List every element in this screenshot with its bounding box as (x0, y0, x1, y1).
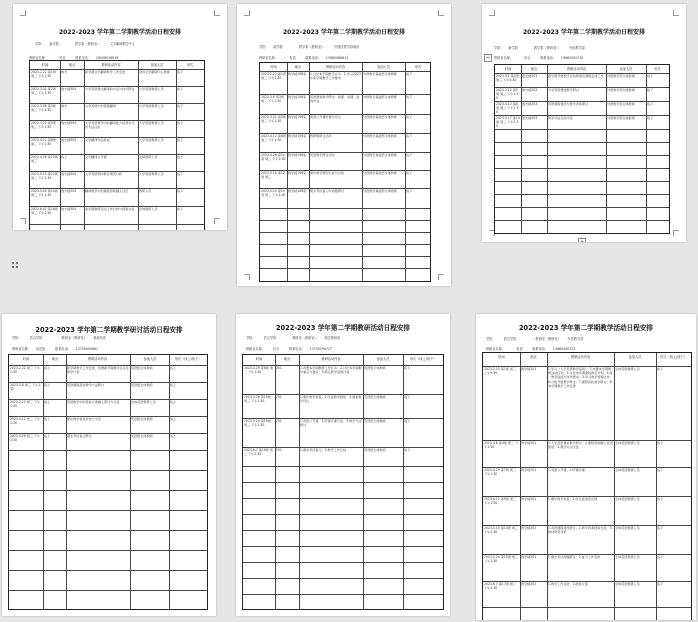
table-cell: 逸夫楼504 (61, 87, 77, 91)
table-header-cell: 参加人员 (377, 65, 390, 69)
table-cell: 线下 (404, 419, 411, 423)
table-header-cell: 教研活动内容 (325, 65, 346, 69)
crop-mark (438, 10, 444, 16)
page-title: 2022-2023 学年第二学期教学活动日程安排 (283, 29, 405, 36)
table-header-cell: 时间 (255, 357, 263, 361)
table-cell: 教学楼106室 (288, 72, 307, 76)
info-line: 学院： 新学院 教学系（教研室）： 外语教学部 (494, 46, 585, 50)
empty-table-row (260, 232, 430, 233)
table-cell: 线上 (170, 417, 177, 421)
table-cell: 线下 (657, 526, 664, 530)
crop-mark (673, 230, 679, 236)
table-cell: 线下 (177, 189, 184, 193)
table-cell: 逸夫楼504 (61, 121, 77, 125)
info-line: 教研室名称： 综合 联系电话： 13755290727 (246, 347, 333, 351)
table-cell: 逸夫楼504 (61, 138, 77, 142)
table-cell: 英语组全体教师 (364, 419, 386, 423)
table-header-cell: 地点 (68, 63, 76, 67)
table-cell: 线下 (657, 497, 664, 501)
table-cell: 1.期中教学检查；2.学生座谈会反馈 (548, 497, 598, 501)
crop-mark (20, 10, 26, 16)
table-cell: 英语组全体教师 (364, 366, 386, 370)
document-page-5 (236, 314, 450, 616)
table-cell: 1.期末考试复习；2.教学工作总结 (300, 448, 347, 452)
empty-table-row (495, 142, 669, 143)
document-page-1 (13, 4, 227, 230)
crop-mark (438, 274, 444, 280)
table-cell: 逸夫 (61, 70, 68, 74)
table-cell: 2023.3.22 第5周 周三 下午1:30 (261, 115, 286, 124)
table-cell: 1.期中教学检查；2.交流教学经验；3.课堂教学评议 (300, 395, 362, 404)
table-cell: 2023.3.8 周三 下午1:30 (10, 383, 42, 392)
table-cell: 大学英语教研人员 (139, 138, 164, 142)
table-cell: 教学楼201 (521, 441, 537, 445)
table-cell: 新学期开展教学活动规划及课程安排工作 (548, 74, 604, 78)
table-cell: 英语组全体教师 (131, 434, 153, 438)
table-cell: 2023.3.29 第6周 周三 下午1:30 (244, 366, 273, 375)
empty-table-row (260, 220, 430, 221)
table-cell: 线下 (177, 172, 184, 176)
empty-table-row (260, 268, 430, 269)
table-cell: 外语教学部全体教师 (607, 102, 635, 106)
crop-mark (673, 10, 679, 16)
table-cell: 2023.2.15 第1周 周三 上午9:30 (484, 367, 517, 376)
table-cell: 英语组全体教师 (131, 417, 153, 421)
table-header-cell: 形式（线上/线下） (660, 355, 687, 359)
table-cell: 线上 (44, 366, 51, 370)
table-cell: 201 (276, 419, 282, 423)
table-header-cell: 形式 (186, 63, 194, 67)
table-cell: 2023.4.12 第8周 周三 下午1:30 (496, 102, 519, 114)
table-cell: 线上 (170, 366, 177, 370)
table-cell: 逸夫楼203 (522, 74, 538, 78)
table-cell: 教学楼106室 (288, 115, 307, 119)
table-cell: 教学楼106室 (288, 171, 307, 175)
table-cell: 线下 (657, 367, 664, 371)
table-cell: 英语组全体教师 (364, 448, 386, 452)
table-cell: 线下 (406, 72, 413, 76)
table-header-cell: 教研活动内容 (87, 357, 108, 361)
table-header-cell: 教研活动内容 (570, 355, 591, 359)
crop-mark (244, 274, 250, 280)
empty-table-row (243, 594, 443, 595)
empty-table-row (243, 562, 443, 563)
table-cell: 1.期末考试命题研讨；2.复习工作安排 (548, 555, 601, 559)
empty-table-row (495, 129, 669, 130)
table-cell: 1.布置本学期教研工作任务；2.讨论本学期教学重点与难点；3.制定教学进度计划 (300, 366, 362, 375)
document-page-2 (237, 4, 451, 286)
table-cell: 教学楼201 (521, 497, 537, 501)
table-header-cell: 形式（线上/线下） (409, 357, 437, 361)
empty-table-row (9, 550, 207, 551)
empty-table-row (243, 482, 443, 483)
table-cell: 外语教学部全体教师 (607, 116, 635, 120)
table-cell: 2023.4.26 第10周 周三 下午1:30 (261, 153, 286, 162)
document-page-6 (476, 314, 696, 620)
table-cell: 线上 (170, 383, 177, 387)
document-page-4 (2, 314, 216, 616)
table-header-cell: 参加人员 (376, 357, 390, 361)
table-cell: 外语教学基础部全体教师 (363, 134, 398, 138)
table-cell: 大学英语课堂教学研讨 (548, 88, 579, 92)
table-cell: 1.大学英语课堂教学研讨；2.课程思政融入英语教学；3.教学方法交流 (548, 441, 613, 450)
schedule-table (482, 352, 692, 620)
empty-table-row (495, 220, 669, 221)
table-cell: 2023.4.26 周三 下午1:30 (10, 434, 41, 443)
table-cell: 2023.3.08 第3周 周三 下午1:30 (31, 104, 56, 113)
table-cell: 全体英语教研人员 (615, 367, 640, 371)
table-cell: 线下 (404, 366, 411, 370)
table-cell: 线上 (61, 155, 68, 159)
table-cell: 教学楼201 (521, 367, 537, 371)
table-cell: 201 (276, 448, 282, 452)
table-cell: 线下 (647, 116, 654, 120)
table-cell: 线上 (44, 400, 51, 404)
table-header-cell: 地点 (530, 355, 537, 359)
table-cell: 外语教学基础部全体教师 (363, 95, 398, 99)
empty-table-row (495, 168, 669, 169)
page-title: 2022-2023 学年第二学期教学活动日程安排 (523, 29, 645, 36)
table-cell: 新学期教学工作安排，布置新学期教学任务及教学计划 (67, 366, 129, 375)
table-cell: 线下 (406, 134, 413, 138)
table-cell: 期中教学检查总结与交流 (67, 417, 102, 421)
table-cell: 大学英语教研人员 (139, 172, 164, 176)
table-cell: 线下 (647, 74, 654, 78)
table-cell: 2023.5.24 第15周 周三 下午1:30 (484, 555, 519, 564)
table-cell: 201 (276, 366, 282, 370)
empty-table-row (9, 590, 207, 591)
table-cell: 线下 (404, 448, 411, 452)
table-header-cell: 时间 (504, 67, 512, 71)
table-cell: 教学楼201 (521, 468, 537, 472)
table-header-cell: 参加人员 (628, 355, 642, 359)
table-cell: 文学翻译作品赏析 (85, 138, 110, 142)
table-header-cell: 教研活动内容 (321, 357, 341, 361)
document-page-3 (482, 4, 686, 242)
table-header-cell: 教研活动内容 (566, 67, 587, 71)
empty-table-row (9, 510, 207, 511)
table-cell: 外语教学基础部全体教师 (363, 153, 398, 157)
schedule-table (29, 60, 205, 230)
info-line: 教研室名称： 英语 联系电话： 13965086813 (259, 56, 349, 60)
info-line: 教研室名称： 项目 联系电话： 18008016816 (29, 56, 119, 60)
table-cell: 文学翻译公开课 (85, 155, 107, 159)
empty-table-row (495, 194, 669, 195)
crop-mark (214, 218, 220, 224)
table-cell: 2023.4.26 第10周 周三 下午1:30 (244, 395, 271, 404)
table-cell: 逸夫楼504 (61, 207, 77, 211)
table-header-cell: 教研活动内容 (101, 63, 121, 67)
table-cell: 2023.3.1 第2周 周三 下午1:30 (496, 74, 519, 83)
table-cell: 2023.3.29 第7周 周三 下午1:30 (484, 468, 517, 477)
table-cell: 全体英语教研人员 (615, 555, 640, 559)
table-cell: 线下 (404, 395, 411, 399)
page-title: 2022-2023 学年第二学期教学活动日程安排 (59, 29, 181, 36)
table-move-handle[interactable]: + (485, 55, 491, 61)
table-cell: 全体英语教研人员 (615, 526, 640, 530)
table-cell: 大学英语教研人员 (139, 121, 164, 125)
table-cell: 翻译教学中的课程思政融入讨论 (85, 189, 129, 193)
empty-table-row (9, 530, 207, 531)
table-cell: 教学楼201 (521, 582, 537, 586)
table-cell: 全体英语教研人员 (615, 441, 640, 445)
table-header-cell: 时间 (22, 357, 30, 361)
empty-table-row (260, 244, 430, 245)
table-cell: 教学楼106室 (288, 153, 307, 157)
table-cell: 1.学习《大学英语教学指南》；2.布置本学期教研活动任务；3.讨论本学期课程教学计划；4.统一教学进度与考试要求；5.学习教学管理文件；6.分组开展教学研讨；7.课程思政教学研讨；8.本学期教学工作安排 (548, 367, 613, 388)
table-cell: 全体教研人员 (139, 207, 158, 211)
table-cell: 线上 (170, 434, 177, 438)
table-cell: 2023.5.10 第12周 周三 (261, 171, 285, 180)
table-cell: 线下 (657, 468, 664, 472)
info-line: 学院： 新学院 教学系（教研室）： 外国语教学基础部 (259, 45, 360, 49)
table-cell: 2023.3.22 第5周 周三 下午1:30 (496, 88, 519, 100)
table-cell: 全体英语教研人员 (615, 468, 640, 472)
table-cell: 2023.6.7 第16周 周三 下午1:30 (244, 448, 273, 457)
table-cell: 教研组研讨活动 (310, 134, 332, 138)
table-cell: 外语教学部全体教师 (607, 88, 635, 92)
table-cell: 2023.2.22 周三 下午1:30 (10, 366, 41, 375)
table-cell: 线下 (647, 102, 654, 106)
table-cell: 大学英语中的语篇翻译 (85, 104, 116, 108)
table-cell: 线下 (177, 207, 184, 211)
empty-table-row (243, 498, 443, 499)
table-cell: 线下 (657, 441, 664, 445)
table-cell: 大学英语教研人员 (139, 87, 164, 91)
table-cell: 2023.5.10 第13周 周三 下午1:30 (484, 526, 519, 535)
table-cell: 2023.5.10 第12周 周三 下午1:30 (31, 172, 58, 181)
info-line: 学院： 语言学院 教研室（教研室）： 英语教研室 (246, 336, 341, 340)
table-cell: 2023.4.12 第8周 周三 下午1:30 (261, 134, 286, 143)
table-cell: 教学楼201 (521, 555, 537, 559)
table-cell: 线上 (177, 155, 184, 159)
table-cell: 全体英语教研人员 (615, 497, 640, 501)
table-cell: 2023.3.22 第5周 周三 下午1:30 (31, 121, 56, 130)
table-cell: 逸夫楼203 (522, 88, 538, 92)
table-cell: 线下 (177, 87, 184, 91)
table-cell: 2023.6.7 第17周 周三 下午1:30 (484, 582, 517, 591)
empty-table-row (260, 208, 430, 209)
table-cell: 期末考试复习与命题研讨 (310, 189, 345, 193)
table-cell: 教研人员 (139, 189, 152, 193)
table-cell: 线下 (406, 171, 413, 175)
table-cell: 线下 (177, 104, 184, 108)
table-cell: 201 (276, 395, 282, 399)
table-cell: 本学期教研活动工作总结与经验交流 (85, 207, 135, 211)
empty-table-row (9, 490, 207, 491)
empty-table-row (9, 470, 207, 471)
table-cell: 2023.6.07 第16周 周三 下午1:30 (31, 207, 58, 216)
table-cell: 2023.4.26 第10周 周三 (31, 155, 58, 164)
table-cell: 线下 (177, 138, 184, 142)
table-cell: 大学英语课文翻译的方法与技巧研讨 (85, 87, 135, 91)
table-cell: 1.英语课程建设研讨；2.教学改革经验交流；3.教材使用评价 (548, 526, 613, 535)
table-cell: 英语课程建设与教学改革研讨 (548, 102, 589, 106)
table-cell: 新学期文学翻译教学工作安排 (85, 70, 126, 74)
table-cell: 教学楼106室 (288, 189, 307, 193)
empty-table-row (243, 466, 443, 467)
page-title: 2022-2023 学年第二学期教研活动日程安排 (275, 324, 411, 332)
table-header-cell: 形式 (654, 67, 661, 71)
table-cell: 线上 (44, 417, 51, 421)
table-cell: 2023.4.12 第8周 周三 下午1:30 (31, 138, 56, 147)
table-cell: 线下 (406, 115, 413, 119)
table-cell: 全体文学翻译中心教师 (139, 70, 170, 74)
table-header-cell: 形式（线上/线下） (174, 357, 202, 361)
table-cell: 英语组全体教师 (131, 366, 153, 370)
empty-table-row (30, 224, 204, 225)
table-header-cell: 地点 (51, 357, 59, 361)
table-cell: 英语教学中的思政元素融入研讨与交流 (67, 400, 120, 404)
crop-mark (489, 10, 495, 16)
empty-table-row (495, 155, 669, 156)
table-cell: 外语教学基础部全体教师 (363, 115, 398, 119)
table-header-cell: 时间 (498, 355, 505, 359)
table-cell: 教学楼201 (521, 526, 537, 530)
table-cell: 外语教学基础部全体教师 (363, 171, 398, 175)
table-resize-handle[interactable]: + (578, 238, 586, 242)
table-cell: 期末考试复习研讨 (67, 434, 92, 438)
crop-mark (20, 218, 26, 224)
info-line: 学院： 新学院 教学系（教研室）： 文学翻译教学中心 (35, 42, 136, 46)
empty-table-row (495, 207, 669, 208)
drag-grip-icon[interactable] (12, 262, 19, 269)
table-cell: 线下 (647, 88, 654, 92)
schedule-table (259, 62, 431, 282)
table-header-cell: 参加人员 (143, 357, 157, 361)
table-cell: 逸夫 (61, 104, 68, 108)
table-cell: 1.英语公开课；2.听课评课交流；3.教学方法研讨 (300, 419, 362, 428)
table-cell: 线下 (177, 121, 184, 125)
table-cell: 英语公开课听课与评议 (310, 115, 341, 119)
table-cell: 全体英语教研人员 (615, 582, 640, 586)
table-cell: 英语课堂教学研讨：备课、讲课、批改作业 (310, 95, 360, 104)
empty-table-row (9, 570, 207, 571)
table-cell: 线下 (657, 555, 664, 559)
table-header-cell: 地点 (530, 67, 538, 71)
table-header-cell: 地点 (294, 65, 302, 69)
info-line: 学院： 语言学院 教研室（教研室）： 外语教学部 (486, 337, 584, 341)
empty-table-row (260, 256, 430, 257)
empty-table-row (243, 530, 443, 531)
table-cell: 全体教研人员 (139, 155, 158, 159)
empty-table-row (243, 546, 443, 547)
empty-table-row (243, 514, 443, 515)
table-header-cell: 时间 (270, 65, 277, 69)
crop-mark (214, 10, 220, 16)
table-cell: 2023.5.17 第13周 周三 下午1:30 (496, 116, 520, 128)
table-cell: 2023.5.24 第14周 周三 下午1:30 (31, 189, 58, 198)
table-header-cell: 参加人员 (619, 67, 633, 71)
table-cell: 英语组全体教师 (364, 395, 386, 399)
table-cell: 线下 (406, 153, 413, 157)
table-cell: 2023.3.8 第4周 周三 下午1:30 (484, 441, 519, 450)
table-cell: 2023.3.22 周三 下午1:30 (10, 400, 41, 409)
table-header-cell: 时间 (41, 63, 49, 67)
table-cell: 2023.5.24 第14周 周三 下午1:30 (244, 419, 271, 428)
table-cell: 逸夫楼203 (522, 116, 538, 120)
empty-table-row (495, 181, 669, 182)
table-header-cell: 参加人员 (150, 63, 164, 67)
table-cell: 线下 (406, 189, 413, 193)
table-cell: 线下 (406, 95, 413, 99)
table-cell: 逸夫楼504 (61, 172, 77, 176)
table-cell: 线上 (44, 383, 51, 387)
table-cell: 逸夫楼504 (61, 189, 77, 193)
table-cell: 外语教学基础部全体教师 (363, 189, 398, 193)
table-cell: 英语教学研讨活动 (310, 153, 335, 157)
table-cell: 2023.4.12 第9周 周三 下午1:30 (484, 497, 517, 506)
table-cell: 外语教学部全体教师 (607, 74, 635, 78)
empty-table-row (483, 607, 691, 608)
table-cell: 2023.2.22 第1周 周三 下午1:30 (261, 72, 286, 81)
table-header-cell: 地点 (283, 357, 291, 361)
table-cell: 1.英语公开课；2.听课评课 (548, 468, 585, 472)
crop-mark (244, 10, 250, 16)
table-cell: 外语教学基础部全体教师 (363, 72, 398, 76)
table-cell: 2023.3.8 第3周 周三 下午1:30 (261, 95, 284, 104)
table-cell: 线上 (44, 434, 51, 438)
table-cell: 教学评估总结交流 (548, 116, 573, 120)
table-cell: 英语课程思政教学方法研讨 (67, 383, 105, 387)
info-line: 教研室名称： 英语 联系电话： 13665090723 (486, 347, 576, 351)
empty-table-row (9, 450, 207, 451)
table-cell: 2023.3.01 第2周 周三 下午1:30 (31, 87, 56, 96)
table-cell: 教学楼106室 (288, 95, 307, 99)
schedule-table (494, 64, 670, 234)
schedule-table (8, 354, 208, 610)
table-cell: 线下 (177, 70, 184, 74)
table-cell: 线上 (170, 400, 177, 404)
info-line: 学院： 语言学院 教研室（教研室）： 基础英语 (12, 336, 107, 340)
table-cell: 大学英语教研人员 (139, 104, 164, 108)
table-cell: 期中教学情况分析与总结 (310, 171, 345, 175)
empty-table-row (243, 578, 443, 579)
table-cell: 1.讨论本学期教学任务；2.学习2023年新学期教学工作要求 (310, 72, 361, 81)
table-cell: 2023.2.22 第1周 周三 下午1:30 (31, 70, 56, 79)
info-line: 教研室名称： 英语组 联系电话： 13755090861 (12, 347, 99, 351)
info-line: 教研室名称： 综合 联系电话： 13665092378 (494, 56, 584, 60)
page-title: 2022-2023 学年第二学期教学研讨活动日程安排 (35, 326, 183, 334)
table-cell: 逸夫楼203 (522, 102, 538, 106)
table-cell: 大学英语期中教学情况分析 (85, 172, 123, 176)
page-title: 2022-2023 学年第二学期教学活动日程安排 (518, 324, 654, 332)
table-cell: 1.教学工作总结；2.经验交流 (548, 582, 588, 586)
table-cell: 教学楼106室 (288, 134, 307, 138)
table-cell: 2023.5.24 第14周 周三 下午1:30 (261, 189, 286, 198)
table-cell: 英语组全体教师 (131, 383, 153, 387)
table-cell: 大学英语教学中的翻译能力培养与评价方法讨论 (85, 121, 135, 130)
table-cell: 全体英语教研人员 (131, 400, 156, 404)
table-cell: 线下 (657, 582, 664, 586)
table-header-cell: 形式 (414, 65, 422, 69)
table-cell: 2023.4.12 周三 下午1:30 (10, 417, 41, 426)
schedule-table (242, 354, 444, 610)
